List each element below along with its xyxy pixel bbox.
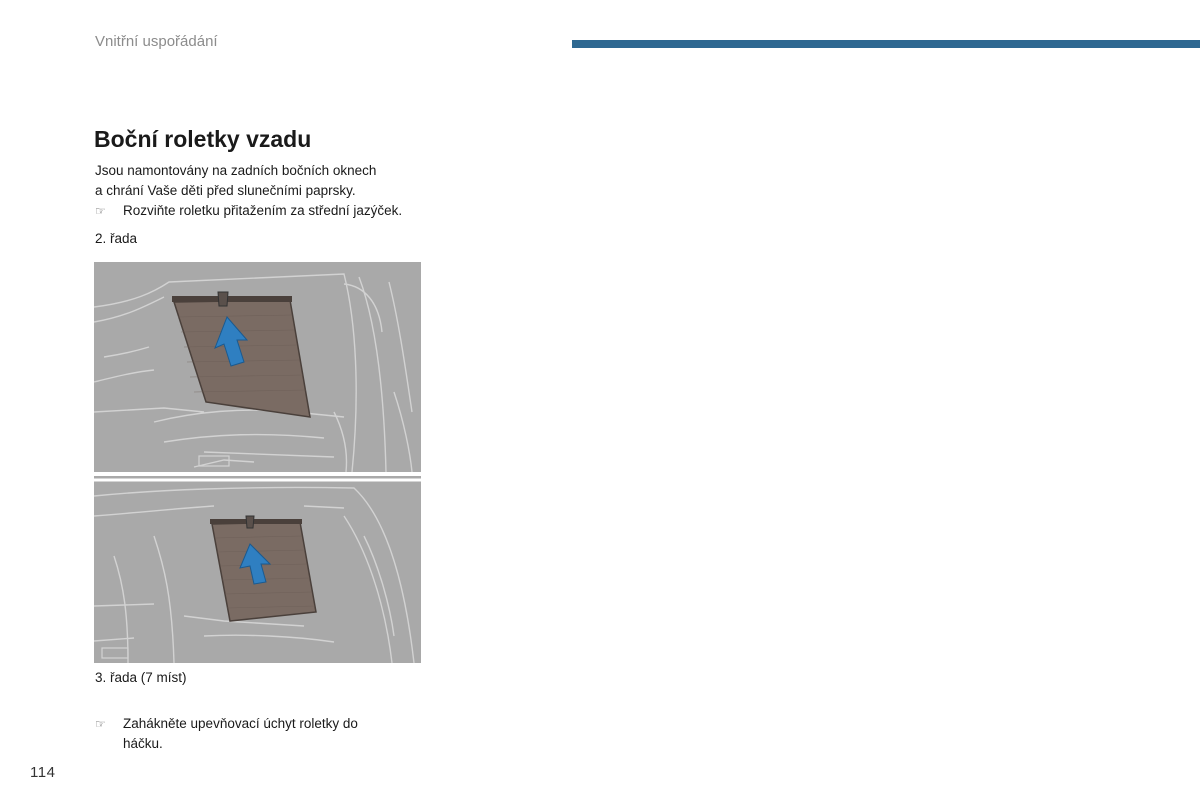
illustration-row3-blind <box>94 476 421 663</box>
illustration-row2-blind <box>94 262 421 472</box>
instruction-unroll-text: Rozviňte roletku přitažením za střední jazýček. <box>123 203 403 218</box>
pointing-hand-icon: ☞ <box>95 717 106 731</box>
pointing-hand-icon: ☞ <box>95 204 106 218</box>
instruction-hook-line-1: Zahákněte upevňovací úchyt roletky do <box>123 716 358 731</box>
page-number: 114 <box>30 764 56 781</box>
illustration-row2-svg <box>94 262 421 472</box>
page-title: Boční roletky vzadu <box>94 126 312 152</box>
figure-caption-row3: 3. řada (7 míst) <box>95 670 187 685</box>
instruction-hook-text <box>123 714 358 754</box>
section-header: Vnitřní uspořádání <box>95 33 218 50</box>
figure-caption-row2: 2. řada <box>95 231 138 246</box>
instruction-hook-line-2: háčku. <box>123 736 163 751</box>
illustration-row3-svg <box>94 476 421 663</box>
instruction-hook <box>95 714 358 754</box>
intro-line-1: Jsou namontovány na zadních bočních oknech <box>95 163 377 178</box>
header-rule <box>572 40 1200 48</box>
instruction-unroll <box>95 201 402 221</box>
intro-line-2: a chrání Vaše děti před slunečními paprsky. <box>95 183 356 198</box>
intro-paragraph <box>95 161 425 201</box>
